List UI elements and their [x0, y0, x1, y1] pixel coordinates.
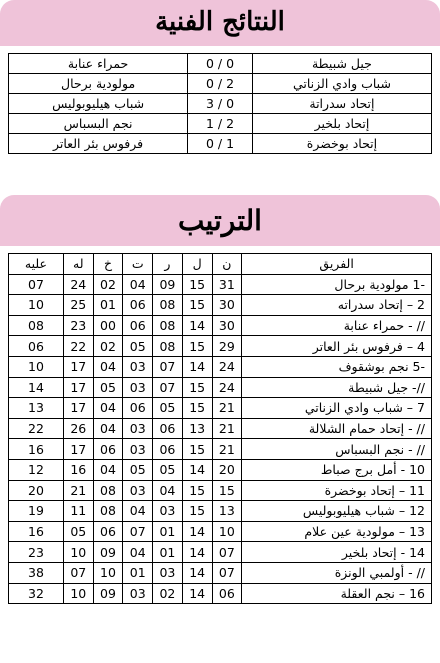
won-cell: 08	[153, 315, 183, 336]
goals-for-cell: 25	[63, 295, 93, 316]
team-name-cell: // - إتحاد حمام الشلالة	[242, 418, 432, 439]
match-row	[9, 94, 432, 114]
drawn-cell: 04	[123, 274, 153, 295]
won-cell: 01	[153, 542, 183, 563]
standings-row	[9, 459, 432, 480]
match-score: 1 / 0	[188, 134, 253, 154]
drawn-cell: 04	[123, 501, 153, 522]
standings-row	[9, 377, 432, 398]
won-cell: 08	[153, 295, 183, 316]
points-cell: 24	[212, 377, 242, 398]
points-cell: 30	[212, 295, 242, 316]
standings-row	[9, 562, 432, 583]
played-cell: 15	[182, 398, 212, 419]
drawn-cell: 01	[123, 562, 153, 583]
team-name-cell: 2 – إتحاد سدراته	[242, 295, 432, 316]
played-cell: 14	[182, 583, 212, 604]
goals-for-cell: 24	[63, 274, 93, 295]
team-name-cell: // - أولمبي الونزة	[242, 562, 432, 583]
points-cell: 29	[212, 336, 242, 357]
goals-against-cell: 13	[9, 398, 64, 419]
drawn-cell: 06	[123, 315, 153, 336]
team-name-cell: 13 – مولودية عين علام	[242, 521, 432, 542]
goals-for-cell: 16	[63, 459, 93, 480]
lost-cell: 06	[93, 439, 123, 460]
played-cell: 15	[182, 501, 212, 522]
lost-cell: 04	[93, 418, 123, 439]
goals-against-cell: 20	[9, 480, 64, 501]
header-drawn: ت	[123, 254, 153, 275]
standings-row	[9, 398, 432, 419]
standings-row	[9, 315, 432, 336]
goals-against-cell: 38	[9, 562, 64, 583]
header-points: ن	[212, 254, 242, 275]
team-name-cell: 7 – شباب وادي الزناتي	[242, 398, 432, 419]
away-team: فرفوس بئر العاتر	[9, 134, 188, 154]
goals-against-cell: 19	[9, 501, 64, 522]
played-cell: 14	[182, 459, 212, 480]
points-cell: 15	[212, 480, 242, 501]
match-row	[9, 134, 432, 154]
standings-row	[9, 418, 432, 439]
goals-for-cell: 07	[63, 562, 93, 583]
played-cell: 15	[182, 336, 212, 357]
standings-row	[9, 583, 432, 604]
standings-row	[9, 501, 432, 522]
away-team: شباب هيليوبوليس	[9, 94, 188, 114]
team-name-cell: // - حمراء عنابة	[242, 315, 432, 336]
drawn-cell: 03	[123, 583, 153, 604]
played-cell: 14	[182, 562, 212, 583]
goals-against-cell: 06	[9, 336, 64, 357]
lost-cell: 05	[93, 377, 123, 398]
played-cell: 15	[182, 439, 212, 460]
lost-cell: 04	[93, 356, 123, 377]
drawn-cell: 06	[123, 295, 153, 316]
won-cell: 06	[153, 418, 183, 439]
drawn-cell: 04	[123, 542, 153, 563]
points-cell: 21	[212, 398, 242, 419]
lost-cell: 02	[93, 274, 123, 295]
drawn-cell: 03	[123, 377, 153, 398]
standings-row	[9, 521, 432, 542]
won-cell: 01	[153, 521, 183, 542]
points-cell: 24	[212, 356, 242, 377]
lost-cell: 01	[93, 295, 123, 316]
won-cell: 07	[153, 356, 183, 377]
standings-row	[9, 274, 432, 295]
won-cell: 03	[153, 501, 183, 522]
standings-row	[9, 480, 432, 501]
match-score: 0 / 0	[188, 54, 253, 74]
match-row	[9, 74, 432, 94]
standings-table	[8, 253, 432, 604]
won-cell: 08	[153, 336, 183, 357]
home-team: إتحاد سدراتة	[252, 94, 431, 114]
won-cell: 05	[153, 398, 183, 419]
lost-cell: 04	[93, 398, 123, 419]
team-name-cell: 11 – إتحاد بوخضرة	[242, 480, 432, 501]
team-name-cell: -5 نجم بوشقوف	[242, 356, 432, 377]
won-cell: 04	[153, 480, 183, 501]
goals-for-cell: 05	[63, 521, 93, 542]
goals-against-cell: 16	[9, 521, 64, 542]
header-goals-for: له	[63, 254, 93, 275]
home-team: إتحاد بوخضرة	[252, 134, 431, 154]
goals-against-cell: 10	[9, 295, 64, 316]
match-row	[9, 54, 432, 74]
lost-cell: 06	[93, 521, 123, 542]
goals-against-cell: 12	[9, 459, 64, 480]
away-team: حمراء عنابة	[9, 54, 188, 74]
standings-row	[9, 439, 432, 460]
won-cell: 02	[153, 583, 183, 604]
goals-for-cell: 10	[63, 583, 93, 604]
goals-against-cell: 32	[9, 583, 64, 604]
drawn-cell: 03	[123, 356, 153, 377]
won-cell: 06	[153, 439, 183, 460]
match-score: 2 / 1	[188, 114, 253, 134]
played-cell: 15	[182, 480, 212, 501]
match-score: 0 / 3	[188, 94, 253, 114]
points-cell: 07	[212, 562, 242, 583]
home-team: جيل شبيطة	[252, 54, 431, 74]
won-cell: 07	[153, 377, 183, 398]
goals-against-cell: 23	[9, 542, 64, 563]
lost-cell: 08	[93, 480, 123, 501]
match-score: 2 / 0	[188, 74, 253, 94]
standings-row	[9, 542, 432, 563]
results-title: النتائج الفنية	[0, 0, 440, 46]
points-cell: 21	[212, 439, 242, 460]
results-table	[8, 53, 432, 154]
header-team: الفريق	[242, 254, 432, 275]
points-cell: 21	[212, 418, 242, 439]
played-cell: 15	[182, 377, 212, 398]
points-cell: 13	[212, 501, 242, 522]
drawn-cell: 07	[123, 521, 153, 542]
standings-row	[9, 356, 432, 377]
points-cell: 20	[212, 459, 242, 480]
won-cell: 05	[153, 459, 183, 480]
goals-for-cell: 17	[63, 439, 93, 460]
goals-for-cell: 10	[63, 542, 93, 563]
goals-against-cell: 14	[9, 377, 64, 398]
points-cell: 06	[212, 583, 242, 604]
goals-against-cell: 10	[9, 356, 64, 377]
home-team: شباب وادي الزناتي	[252, 74, 431, 94]
header-goals-against: عليه	[9, 254, 64, 275]
played-cell: 14	[182, 521, 212, 542]
lost-cell: 08	[93, 501, 123, 522]
away-team: نجم البسباس	[9, 114, 188, 134]
drawn-cell: 03	[123, 439, 153, 460]
drawn-cell: 03	[123, 480, 153, 501]
team-name-cell: -1 مولودية برحال	[242, 274, 432, 295]
lost-cell: 04	[93, 459, 123, 480]
standings-header-row	[9, 254, 432, 275]
goals-for-cell: 22	[63, 336, 93, 357]
team-name-cell: 10 - أمل برج صباط	[242, 459, 432, 480]
points-cell: 10	[212, 521, 242, 542]
drawn-cell: 03	[123, 418, 153, 439]
lost-cell: 10	[93, 562, 123, 583]
away-team: مولودية برحال	[9, 74, 188, 94]
points-cell: 30	[212, 315, 242, 336]
team-name-cell: 14 - إتحاد بلخير	[242, 542, 432, 563]
points-cell: 31	[212, 274, 242, 295]
goals-for-cell: 23	[63, 315, 93, 336]
header-won: ر	[153, 254, 183, 275]
played-cell: 13	[182, 418, 212, 439]
goals-for-cell: 17	[63, 398, 93, 419]
won-cell: 09	[153, 274, 183, 295]
played-cell: 15	[182, 274, 212, 295]
goals-against-cell: 08	[9, 315, 64, 336]
goals-for-cell: 21	[63, 480, 93, 501]
won-cell: 03	[153, 562, 183, 583]
played-cell: 15	[182, 295, 212, 316]
played-cell: 14	[182, 315, 212, 336]
lost-cell: 09	[93, 542, 123, 563]
drawn-cell: 06	[123, 398, 153, 419]
points-cell: 07	[212, 542, 242, 563]
lost-cell: 02	[93, 336, 123, 357]
goals-for-cell: 17	[63, 377, 93, 398]
match-row	[9, 114, 432, 134]
standings-row	[9, 336, 432, 357]
goals-against-cell: 16	[9, 439, 64, 460]
goals-against-cell: 07	[9, 274, 64, 295]
goals-for-cell: 26	[63, 418, 93, 439]
goals-for-cell: 17	[63, 356, 93, 377]
standings-title: الترتيب	[0, 195, 440, 246]
team-name-cell: 12 – شباب هيليوبوليس	[242, 501, 432, 522]
goals-for-cell: 11	[63, 501, 93, 522]
drawn-cell: 05	[123, 459, 153, 480]
drawn-cell: 05	[123, 336, 153, 357]
played-cell: 14	[182, 542, 212, 563]
team-name-cell: 4 – فرفوس بئر العاتر	[242, 336, 432, 357]
home-team: إتحاد بلخير	[252, 114, 431, 134]
played-cell: 14	[182, 356, 212, 377]
team-name-cell: //- جيل شبيطة	[242, 377, 432, 398]
goals-against-cell: 22	[9, 418, 64, 439]
team-name-cell: // - نجم البسباس	[242, 439, 432, 460]
team-name-cell: 16 – نجم العقلة	[242, 583, 432, 604]
lost-cell: 09	[93, 583, 123, 604]
header-played: ل	[182, 254, 212, 275]
standings-row	[9, 295, 432, 316]
lost-cell: 00	[93, 315, 123, 336]
header-lost: خ	[93, 254, 123, 275]
